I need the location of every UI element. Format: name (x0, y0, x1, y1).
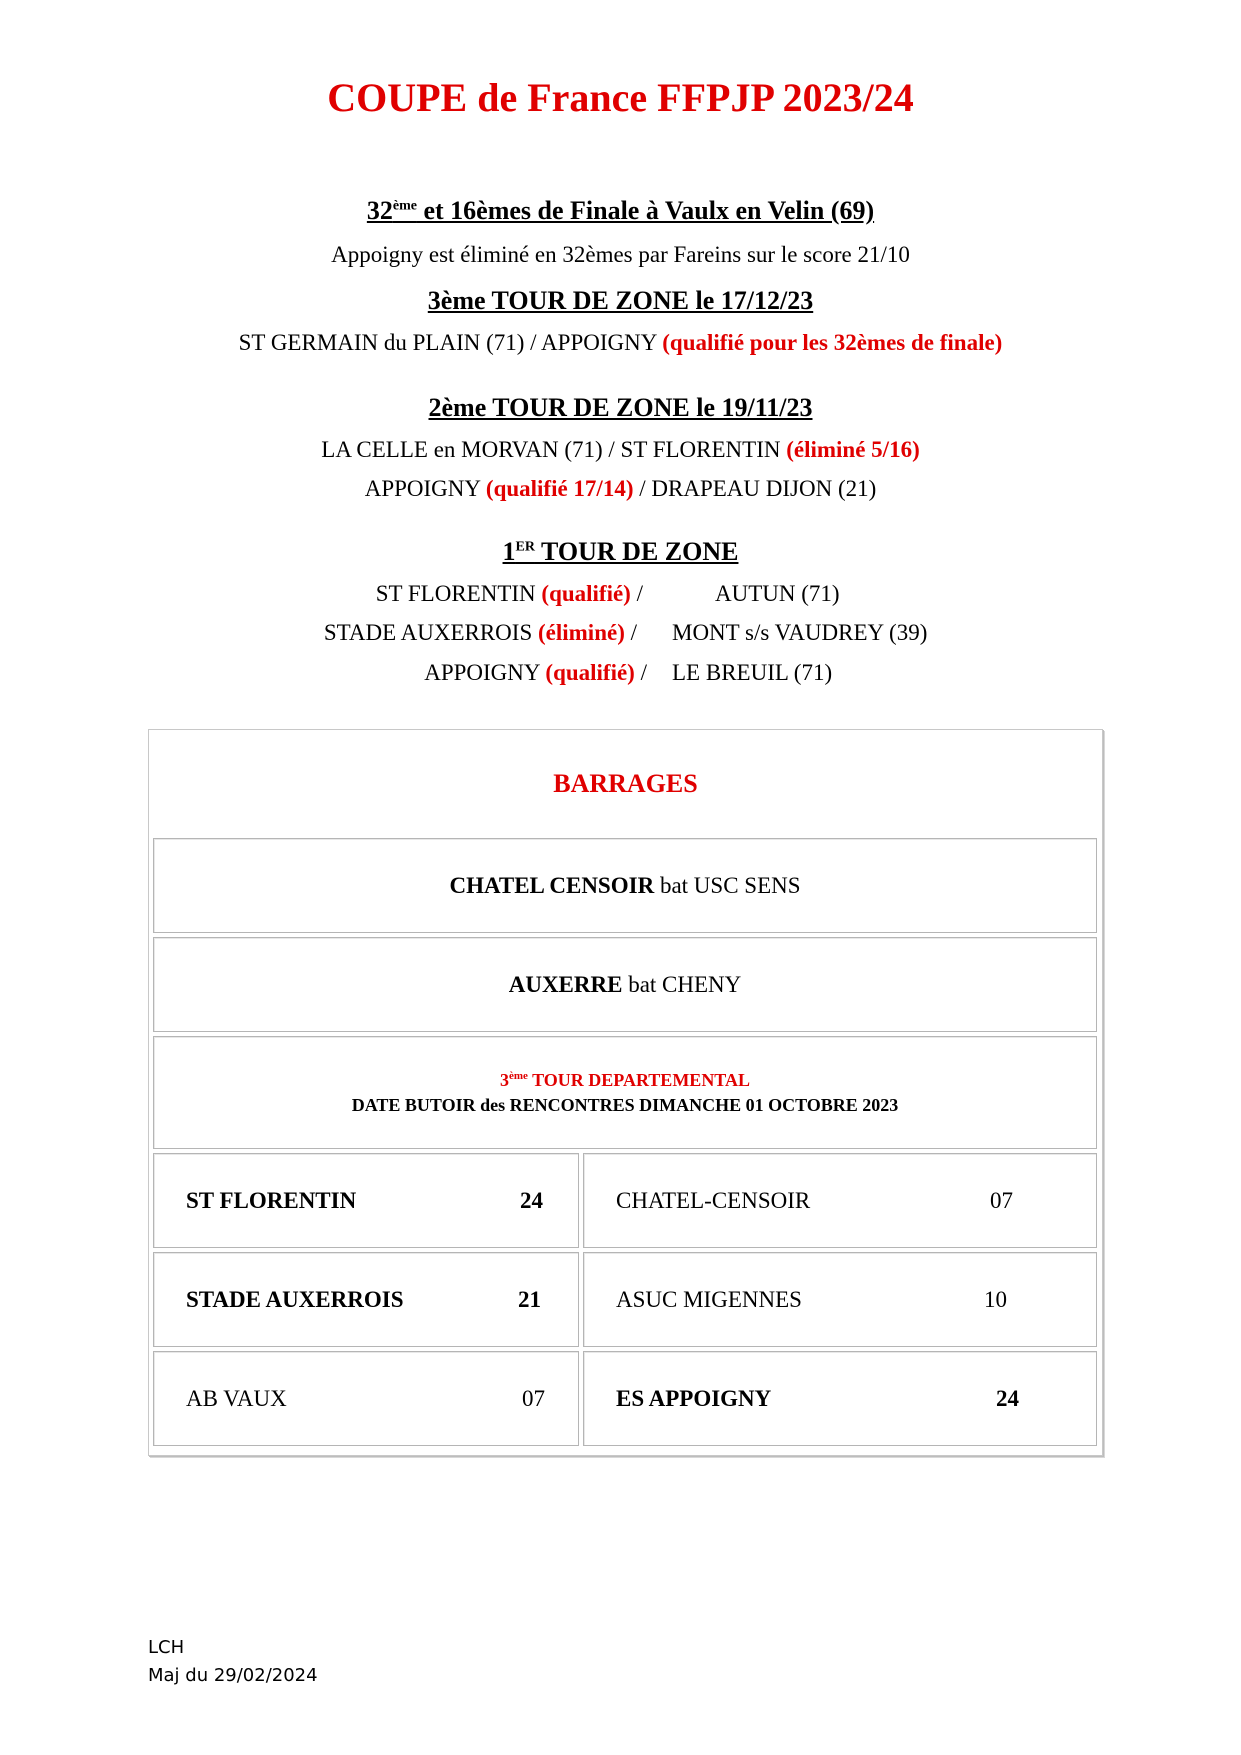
match-1-left-score: 24 (520, 1188, 543, 1213)
tour1-row-1-opponent: AUTUN (71) (715, 581, 840, 606)
footer-author: LCH (148, 1637, 185, 1658)
tour3-title: 3ème TOUR DE ZONE le 17/12/23 (427, 286, 814, 315)
barrage-2-winner: AUXERRE (508, 971, 623, 997)
match-1-right-team: CHATEL-CENSOIR (616, 1188, 811, 1213)
match-3-left-team: AB VAUX (186, 1386, 287, 1411)
barrages-table (148, 729, 1103, 1456)
match-2-left-score: 21 (518, 1287, 541, 1312)
tour2-match-2 (0, 476, 1241, 502)
footer-update: Maj du 29/02/2024 (148, 1665, 318, 1686)
section-32-num: 32 (366, 196, 393, 225)
tour-departemental-rest: TOUR DEPARTEMENTAL (527, 1069, 750, 1090)
tour1-row-3-opponent: LE BREUIL (71) (672, 660, 833, 685)
tour2-match-1-status: (éliminé 5/16) (786, 437, 920, 462)
tour1-row-3-team: APPOIGNY (424, 660, 546, 685)
match-3-right-score: 24 (996, 1386, 1019, 1411)
barrages-header: BARRAGES (553, 769, 698, 798)
tour1-row-1-sep: / (630, 581, 643, 606)
tour1-sup: ER (515, 539, 535, 555)
match-3-left (153, 1351, 579, 1446)
tour2-match-2-team: APPOIGNY (364, 476, 486, 501)
section-32-title (0, 196, 1241, 226)
match-3-right-team: ES APPOIGNY (616, 1386, 772, 1411)
tour1-row-2-status: (éliminé) (538, 620, 625, 645)
match-2-left-team: STADE AUXERROIS (186, 1287, 404, 1312)
section-32-sup: ème (392, 198, 417, 214)
result-line: Appoigny est éliminé en 32èmes par Fareins sur le score 21/10 (331, 242, 910, 267)
tour1-row-1-team: ST FLORENTIN (375, 581, 542, 606)
tour1-row-3-status: (qualifié) (545, 660, 635, 685)
tour1-row-2-left (324, 620, 637, 646)
match-2-right-team: ASUC MIGENNES (616, 1287, 802, 1312)
tour3-match-status: (qualifié pour les 32èmes de finale) (662, 330, 1003, 355)
tour1-title (0, 537, 1241, 567)
barrage-result-2 (153, 937, 1097, 1032)
tour2-match-1 (0, 437, 1241, 463)
tour2-match-1-text: LA CELLE en MORVAN (71) / ST FLORENTIN (321, 437, 787, 462)
barrage-2-rest: bat CHENY (622, 971, 742, 997)
tour1-row-2-opponent: MONT s/s VAUDREY (39) (672, 620, 928, 645)
match-1-left (153, 1153, 579, 1248)
barrage-result-1 (153, 838, 1097, 933)
section-32-rest: et 16èmes de Finale à Vaulx en Velin (69) (416, 196, 875, 225)
match-3-right (583, 1351, 1097, 1446)
match-2-left (153, 1252, 579, 1347)
tour1-row-2-team: STADE AUXERROIS (323, 620, 538, 645)
barrage-1-winner: CHATEL CENSOIR (449, 872, 655, 898)
tour1-num: 1 (502, 537, 516, 566)
match-2-right-score: 10 (984, 1287, 1007, 1312)
tour1-row-1-status: (qualifié) (541, 581, 631, 606)
tour3-match-text: ST GERMAIN du PLAIN (71) / APPOIGNY (238, 330, 663, 355)
tour-departemental-sup: ème (508, 1069, 528, 1082)
tour2-match-2-status: (qualifié 17/14) (485, 476, 634, 501)
tour2-match-2-rest: / DRAPEAU DIJON (21) (633, 476, 877, 501)
match-1-right-score: 07 (990, 1188, 1013, 1213)
match-2-right (583, 1252, 1097, 1347)
tour2-title: 2ème TOUR DE ZONE le 19/11/23 (428, 393, 813, 422)
tour3-match (0, 330, 1241, 356)
tour-departemental-header (153, 1036, 1097, 1149)
tour-departemental-title (500, 1070, 750, 1091)
date-butoir: DATE BUTOIR des RENCONTRES DIMANCHE 01 OCTOBRE 2023 (351, 1094, 899, 1115)
match-1-right (583, 1153, 1097, 1248)
tour1-row-3-sep: / (634, 660, 647, 685)
tour-departemental-num: 3 (499, 1069, 509, 1090)
tour1-rest: TOUR DE ZONE (534, 537, 739, 566)
match-3-left-score: 07 (522, 1386, 545, 1411)
tour1-row-1-left (376, 581, 643, 607)
page-title: COUPE de France FFPJP 2023/24 (327, 75, 914, 120)
barrage-1-rest: bat USC SENS (654, 872, 801, 898)
match-1-left-team: ST FLORENTIN (186, 1188, 357, 1213)
tour1-row-2-sep: / (624, 620, 637, 645)
tour1-row-3-left (424, 660, 647, 686)
